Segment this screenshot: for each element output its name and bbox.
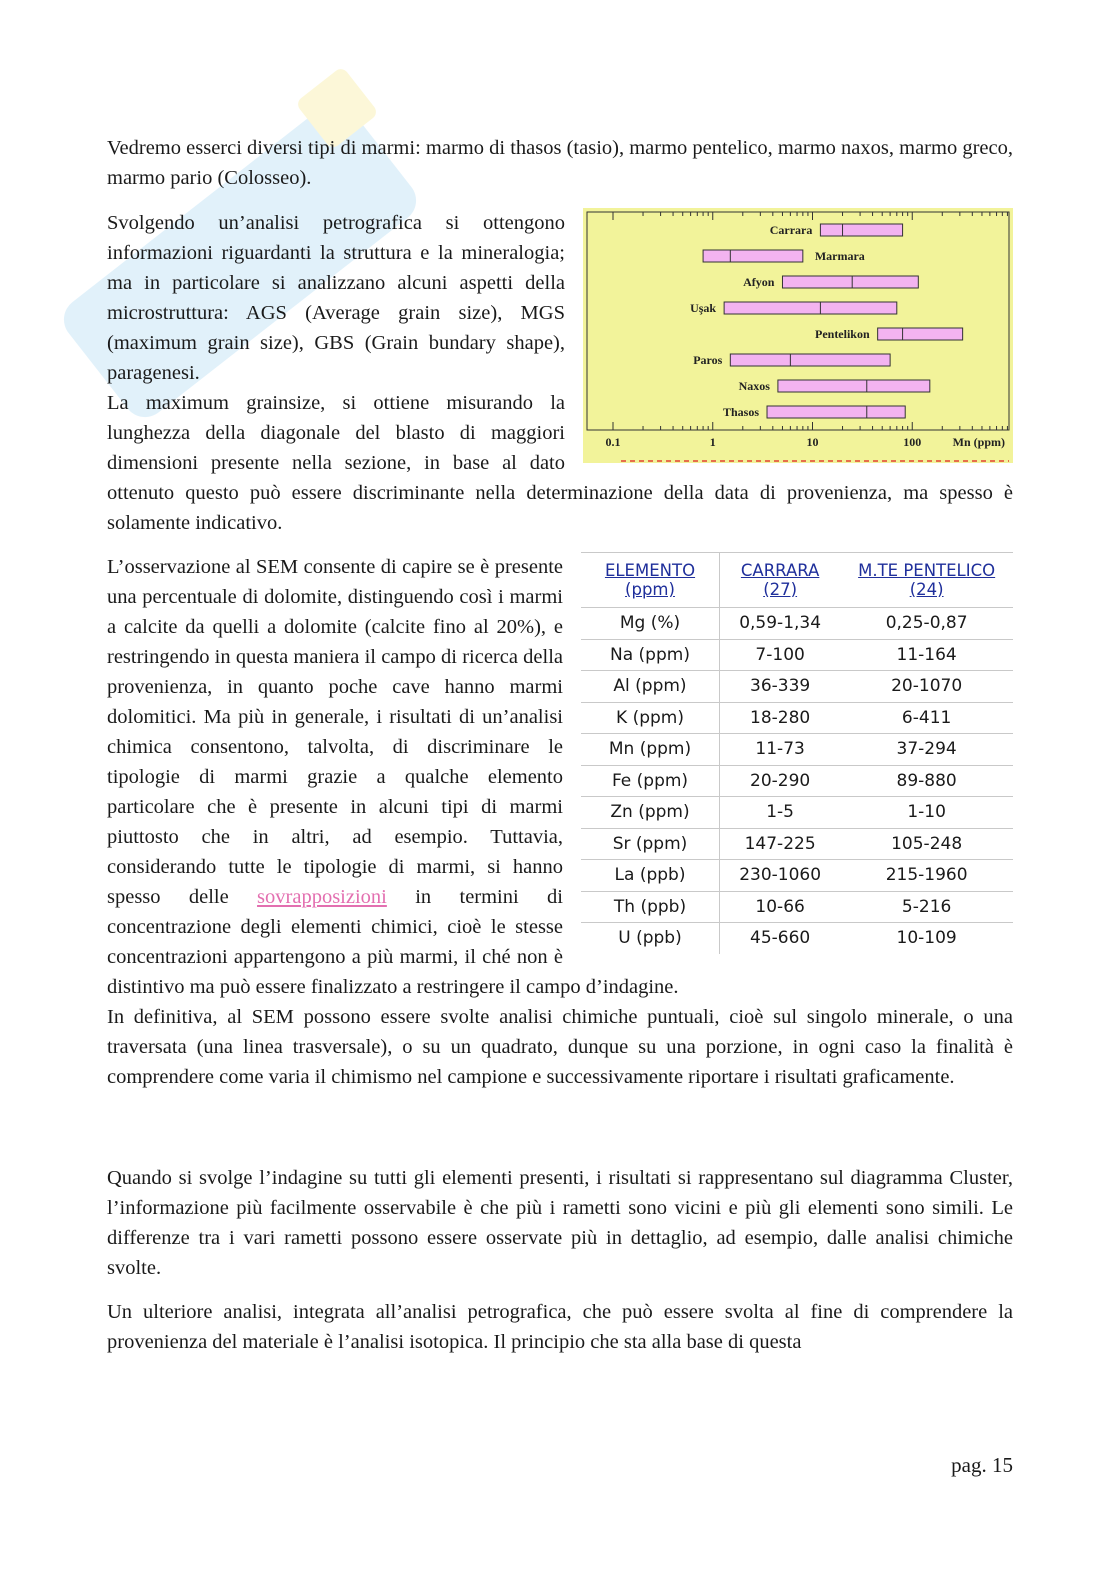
table-body <box>581 608 1013 954</box>
section-cluster <box>107 1163 1013 1283</box>
table-row <box>581 797 1013 829</box>
series-box <box>778 380 930 392</box>
x-tick-label: 100 <box>903 435 922 449</box>
table-row <box>581 860 1013 892</box>
cell-carrara: 0,59-1,34 <box>720 608 841 640</box>
cell-carrara: 18-280 <box>720 702 841 734</box>
cell-element: Th (ppb) <box>581 891 720 923</box>
series-box <box>878 328 963 340</box>
section-isotopic <box>107 1297 1013 1357</box>
paragraph-cluster: Quando si svolge l’indagine su tutti gli elementi presenti, i risultati si rappresentano sul diagramma Cluster, l’informazione più facilmente osservabile è che più i rametti sono vicini e più gli elementi sono simili. Le differenze tra i vari rametti possono essere osservate più in dettaglio, ad esempio, dalle analisi chimiche svolte. <box>107 1167 1013 1279</box>
paragraph-intro: Vedremo esserci diversi tipi di marmi: marmo di thasos (tasio), marmo pentelico, marmo naxos, marmo greco, marmo pario (Colosseo). <box>107 137 1013 189</box>
cell-element: Mg (%) <box>581 608 720 640</box>
element-table <box>581 552 1013 954</box>
cell-pentelico: 20-1070 <box>840 671 1013 703</box>
series-box <box>782 276 918 288</box>
section-sem <box>107 552 1013 1092</box>
table-row <box>581 702 1013 734</box>
cell-carrara: 36-339 <box>720 671 841 703</box>
link-sovrapposizioni[interactable]: sovrapposizioni <box>257 886 387 908</box>
cell-pentelico: 6-411 <box>840 702 1013 734</box>
cell-pentelico: 105-248 <box>840 828 1013 860</box>
cell-element: K (ppm) <box>581 702 720 734</box>
paragraph-sem-analysis: In definitiva, al SEM possono essere svolte analisi chimiche puntuali, cioè sul singolo minerale, o una traversata (una linea trasversale), o su un quadrato, dunque su una porzione, in ogni caso la finalità è comprendere come varia il chimismo nel campione e successivamente riportare i risultati graficamente. <box>107 1006 1013 1088</box>
table-row <box>581 828 1013 860</box>
element-table-wrapper <box>581 552 1013 962</box>
cell-element: Na (ppm) <box>581 639 720 671</box>
cell-element: Al (ppm) <box>581 671 720 703</box>
cell-pentelico: 10-109 <box>840 923 1013 954</box>
x-axis-label: Mn (ppm) <box>952 435 1005 449</box>
mn-boxplot-chart <box>583 208 1013 463</box>
table-row <box>581 608 1013 640</box>
paragraph-sem-text-b: in termini di concentrazione degli elementi chimici, cioè le stesse concentrazioni appartengono a più marmi, il ché non è distintivo ma può essere finalizzato a restringere il campo d’indagine. <box>107 886 679 998</box>
chart-svg <box>583 208 1013 463</box>
series-label: Thasos <box>722 405 760 419</box>
cell-carrara: 20-290 <box>720 765 841 797</box>
paragraph-sem-text-a: L’osservazione al SEM consente di capire se è presente una percentuale di dolomite, distinguendo così i marmi a calcite da quelli a dolomite (calcite fino al 20%), e restringendo in questa maniera il campo di ricerca della provenienza, in quanto poche cave hanno marmi dolomitici. Ma più in generale, i risultati di un’analisi chimica consentono, talvolta, di discriminare le tipologie di marmi grazie a qualche elemento particolare che è presente in alcuni tipi di marmi piuttosto che in altri, ad esempio. Tuttavia, considerando tutte le tipologie di marmi, si hanno spesso delle <box>107 556 563 908</box>
series-label: Afyon <box>743 275 775 289</box>
cell-carrara: 10-66 <box>720 891 841 923</box>
table-row <box>581 639 1013 671</box>
cell-element: Zn (ppm) <box>581 797 720 829</box>
table-row <box>581 891 1013 923</box>
cell-carrara: 11-73 <box>720 734 841 766</box>
series-box <box>820 224 902 236</box>
table-row <box>581 765 1013 797</box>
x-tick-label: 0.1 <box>605 435 621 449</box>
cell-element: U (ppb) <box>581 923 720 954</box>
cell-carrara: 230-1060 <box>720 860 841 892</box>
cell-element: Sr (ppm) <box>581 828 720 860</box>
series-label: Paros <box>693 353 723 367</box>
section-petrography <box>107 208 1013 538</box>
x-tick-label: 1 <box>709 435 716 449</box>
cell-pentelico: 215-1960 <box>840 860 1013 892</box>
series-box <box>703 250 803 262</box>
cell-element: La (ppb) <box>581 860 720 892</box>
paragraph-petrography: Svolgendo un’analisi petrografica si ottengono informazioni riguardanti la struttura e la mineralogia; ma in particolare si analizzano alcuni aspetti della microstruttura: AGS (Average grain size), MGS (maximum grain size), GBS (Grain bundary shape), paragenesi. <box>107 212 565 384</box>
cell-pentelico: 1-10 <box>840 797 1013 829</box>
series-box <box>767 406 905 418</box>
cell-carrara: 7-100 <box>720 639 841 671</box>
series-box <box>724 302 897 314</box>
cell-pentelico: 89-880 <box>840 765 1013 797</box>
series-label: Pentelikon <box>814 327 870 341</box>
table-row <box>581 923 1013 954</box>
table-header-carrara: CARRARA (27) <box>720 553 841 608</box>
cell-element: Mn (ppm) <box>581 734 720 766</box>
x-tick-label: 10 <box>806 435 819 449</box>
series-label: Carrara <box>769 223 813 237</box>
cell-carrara: 147-225 <box>720 828 841 860</box>
series-label: Naxos <box>738 379 770 393</box>
table-row <box>581 671 1013 703</box>
cell-carrara: 1-5 <box>720 797 841 829</box>
series-label: Marmara <box>814 249 865 263</box>
table-header-pentelico: M.TE PENTELICO (24) <box>840 553 1013 608</box>
page-number: pag. 15 <box>951 1453 1013 1477</box>
table-row <box>581 734 1013 766</box>
cell-pentelico: 37-294 <box>840 734 1013 766</box>
series-label: Uşak <box>690 301 717 315</box>
paragraph-isotopic: Un ulteriore analisi, integrata all’analisi petrografica, che può essere svolta al fine di comprendere la provenienza del materiale è l’analisi isotopica. Il principio che sta alla base di questa <box>107 1301 1013 1353</box>
series-box <box>730 354 890 366</box>
cell-pentelico: 11-164 <box>840 639 1013 671</box>
paragraph-grainsize: La maximum grainsize, si ottiene misurando la lunghezza della diagonale del blasto di maggiori dimensioni presente nella sezione, in base al dato ottenuto questo può essere discriminante nella determinazione della data di provenienza, ma spesso è solamente indicativo. <box>107 392 1013 534</box>
cell-pentelico: 5-216 <box>840 891 1013 923</box>
cell-pentelico: 0,25-0,87 <box>840 608 1013 640</box>
cell-element: Fe (ppm) <box>581 765 720 797</box>
table-header-element: ELEMENTO (ppm) <box>581 553 720 608</box>
cell-carrara: 45-660 <box>720 923 841 954</box>
